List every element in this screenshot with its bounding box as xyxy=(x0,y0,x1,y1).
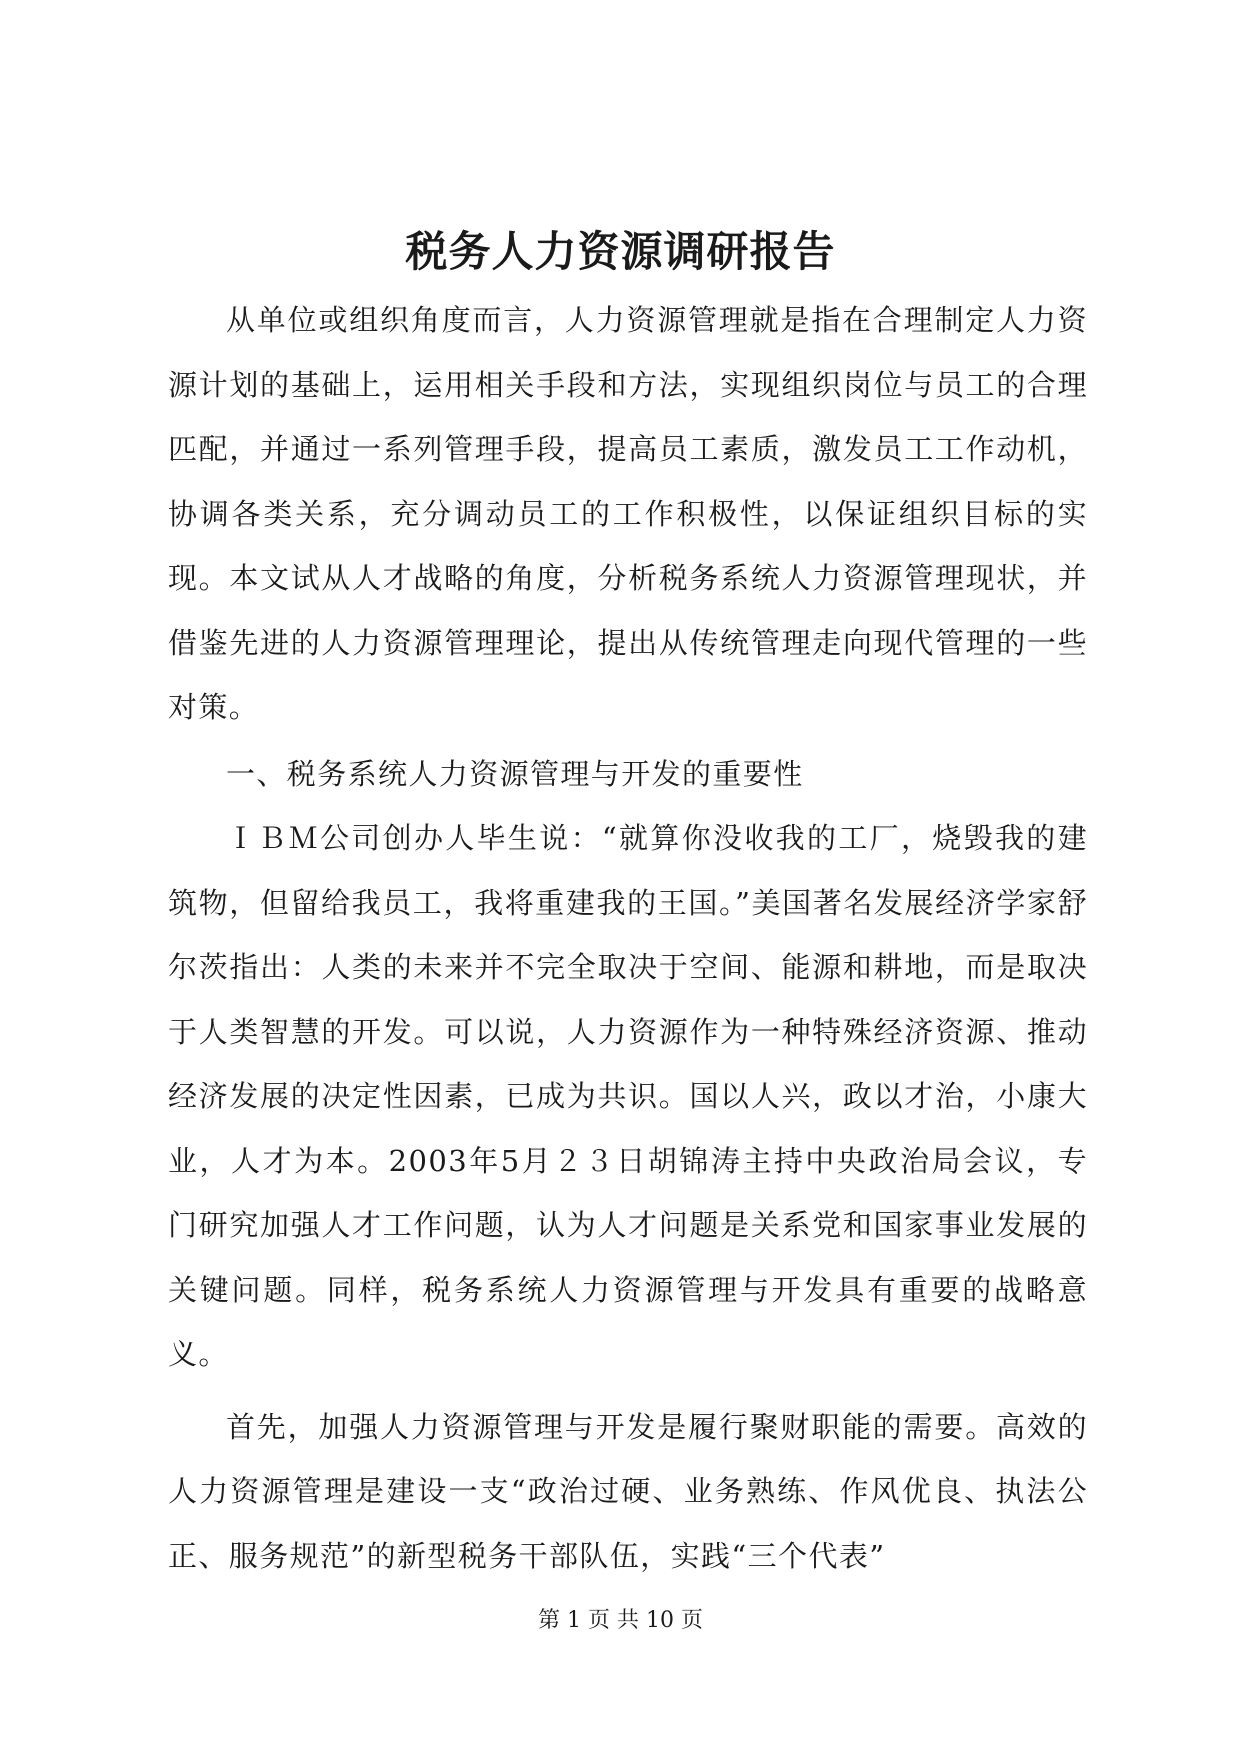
paragraph-first-point: 首先，加强人力资源管理与开发是履行聚财职能的需要。高效的人力资源管理是建设一支“政治过硬、业务熟练、作风优良、执法公正、服务规范”的新型税务干部队伍，实践“三个代表” xyxy=(168,1409,1088,1573)
paragraph-ibm-quote: ＩＢＭ公司创办人毕生说：“就算你没收我的工厂，烧毁我的建筑物，但留给我员工，我将重建我的王国。”美国著名发展经济学家舒尔茨指出：人类的未来并不完全取决于空间、能源和耕地，而是取决于人类智慧的开发。可以说，人力资源作为一种特殊经济资源、推动经济发展的决定性因素，已成为共识。国以人兴，政以才治，小康大业，人才为本。2003年5月２３日胡锦涛主持中央政治局会议，专门研究加强人才工作问题，认为人才问题是关系党和国家事业发展的关键问题。同样，税务系统人力资源管理与开发具有重要的战略意义。 xyxy=(168,821,1088,1371)
page-number-footer: 第 1 页 共 10 页 xyxy=(538,1608,703,1633)
document-body xyxy=(168,288,1088,1588)
section-heading-1: 一、税务系统人力资源管理与开发的重要性 xyxy=(226,756,804,791)
document-title: 税务人力资源调研报告 xyxy=(405,227,836,276)
paragraph-intro: 从单位或组织角度而言，人力资源管理就是指在合理制定人力资源计划的基础上，运用相关手段和方法，实现组织岗位与员工的合理匹配，并通过一系列管理手段，提高员工素质，激发员工工作动机，协调各类关系，充分调动员工的工作积极性，以保证组织目标的实现。本文试从人才战略的角度，分析税务系统人力资源管理现状，并借鉴先进的人力资源管理理论，提出从传统管理走向现代管理的一些对策。 xyxy=(168,303,1088,724)
